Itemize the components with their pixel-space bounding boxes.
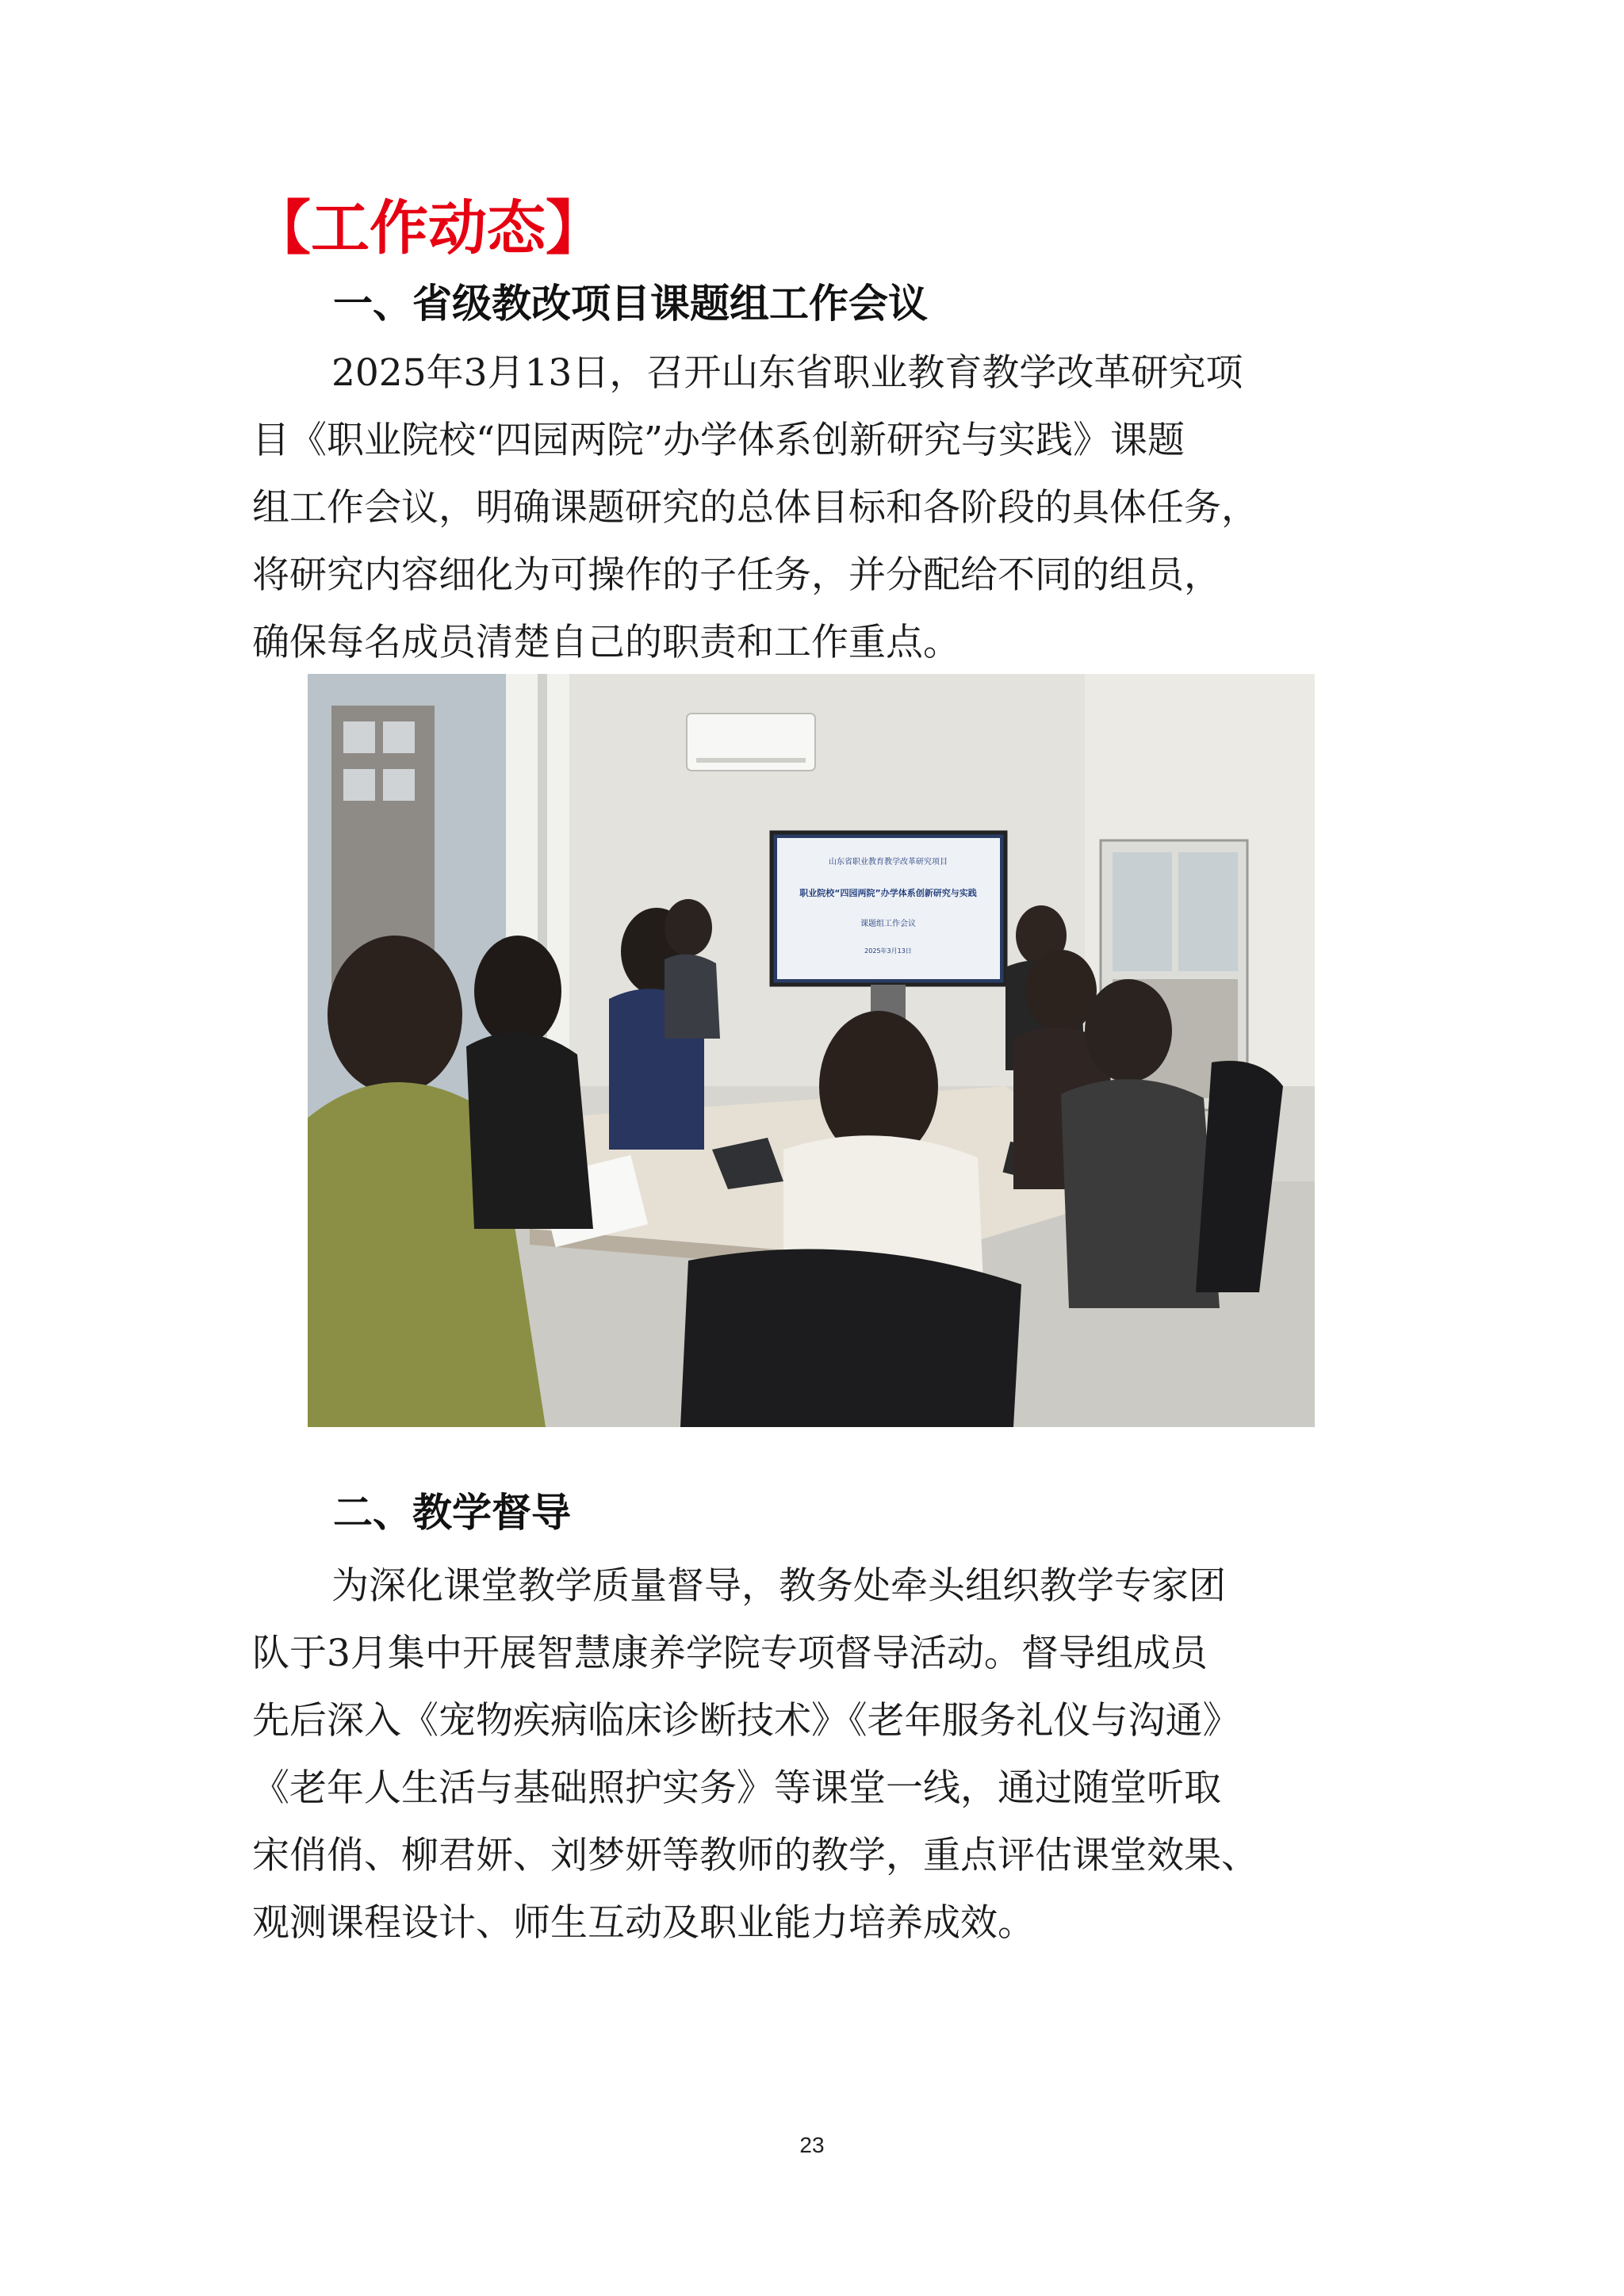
paragraph-line: 为深化课堂教学质量督导，教务处牵头组织教学专家团 xyxy=(331,1564,1226,1608)
paragraph-line: 先后深入《宠物疾病临床诊断技术》《老年服务礼仪与沟通》 xyxy=(252,1699,1240,1743)
item-1-heading: 一、省级教改项目课题组工作会议 xyxy=(333,281,928,327)
paragraph-line: 《老年人生活与基础照护实务》等课堂一线，通过随堂听取 xyxy=(252,1766,1221,1810)
meeting-photo xyxy=(308,674,1315,1427)
item-2-heading: 二、教学督导 xyxy=(333,1490,571,1536)
section-title: 【工作动态】 xyxy=(252,194,604,262)
page-number: 23 xyxy=(799,2133,825,2157)
screen-line-1: 山东省职业教育教学改革研究项目 xyxy=(829,858,948,867)
screen-line-3: 课题组工作会议 xyxy=(860,920,916,928)
paragraph-line: 队于3月集中开展智慧康养学院专项督导活动。督导组成员 xyxy=(252,1632,1208,1675)
paragraph-line: 观测课程设计、师生互动及职业能力培养成效。 xyxy=(252,1901,1035,1945)
paragraph-line: 目《职业院校“四园两院”办学体系创新研究与实践》课题 xyxy=(252,419,1185,462)
paragraph-line: 组工作会议，明确课题研究的总体目标和各阶段的具体任务， xyxy=(252,486,1258,530)
screen-line-2: 职业院校“四园两院”办学体系创新研究与实践 xyxy=(799,888,977,898)
item-2-paragraph xyxy=(252,1552,1418,1957)
screen-line-4: 2025年3月13日 xyxy=(864,947,912,955)
paragraph-line: 2025年3月13日，召开山东省职业教育教学改革研究项 xyxy=(331,351,1243,395)
paragraph-line: 将研究内容细化为可操作的子任务，并分配给不同的组员， xyxy=(252,553,1221,597)
paragraph-line: 确保每名成员清楚自己的职责和工作重点。 xyxy=(252,621,960,664)
item-1-paragraph xyxy=(252,339,1418,676)
paragraph-line: 宋俏俏、柳君妍、刘梦妍等教师的教学，重点评估课堂效果、 xyxy=(252,1834,1258,1877)
